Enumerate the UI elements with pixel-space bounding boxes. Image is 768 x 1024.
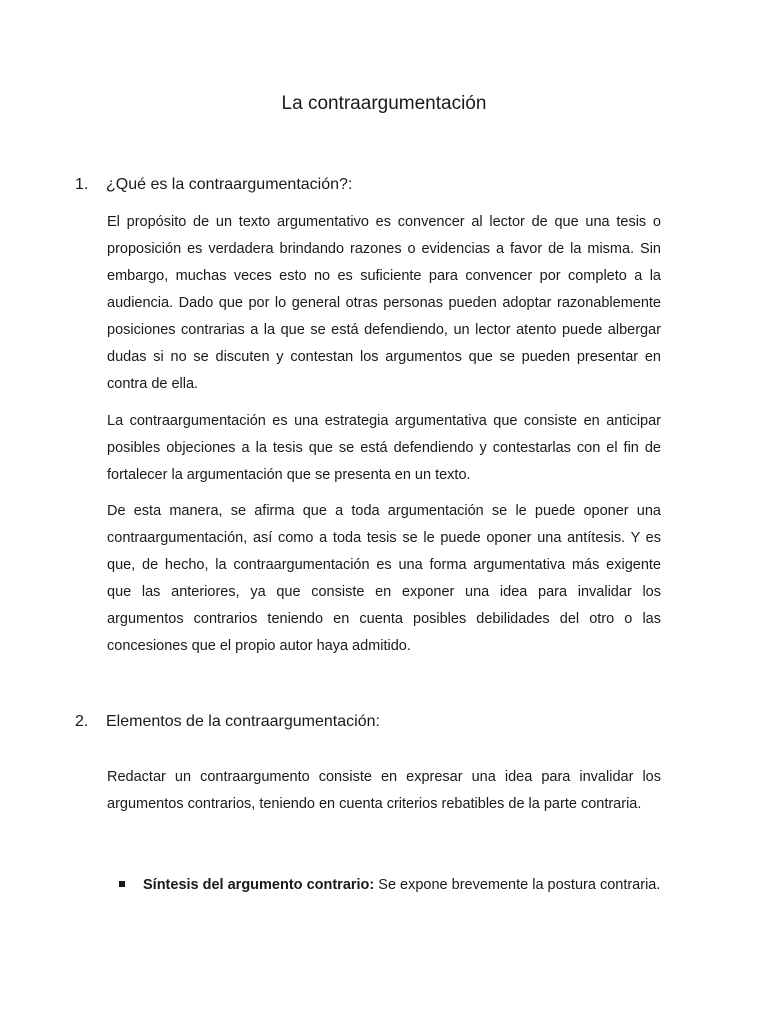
document-title: La contraargumentación (281, 93, 487, 114)
bullet-item (143, 872, 661, 899)
section-1-number: 1. (75, 176, 89, 193)
section-2-heading: Elementos de la contraargumentación: (106, 713, 380, 730)
section-1-heading: ¿Qué es la contraargumentación?: (106, 176, 353, 193)
bullet-square-icon (119, 881, 125, 887)
bullet-description: Se expone brevemente la postura contraria. (374, 877, 661, 893)
section-1-paragraph-1: El propósito de un texto argumentativo es convencer al lector de que una tesis o proposición es verdadera brindando razones o evidencias a favor de la misma. Sin embargo, muchas veces esto no es suficiente para convencer por completo a la audiencia. Dado que por lo general otras personas pueden adoptar razonablemente posiciones contrarias a la que se está defendiendo, un lector atento puede albergar dudas si no se discuten y contestan los argumentos que se pueden presentar en contra de ella. (107, 214, 661, 392)
section-2-number: 2. (75, 713, 89, 730)
section-1-paragraph-3: De esta manera, se afirma que a toda argumentación se le puede oponer una contraargumentación, así como a toda tesis se le puede oponer una antítesis. Y es que, de hecho, la contraargumentación es una forma argumentativa más exigente que las anteriores, ya que consiste en exponer una idea para invalidar los argumentos contrarios teniendo en cuenta posibles debilidades del otro o las concesiones que el propio autor haya admitido. (107, 503, 661, 654)
bullet-term: Síntesis del argumento contrario: (143, 877, 375, 893)
section-2-paragraph-1: Redactar un contraargumento consiste en expresar una idea para invalidar los argumentos contrarios, teniendo en cuenta criterios rebatibles de la parte contraria. (107, 769, 661, 812)
section-1-paragraph-2: La contraargumentación es una estrategia argumentativa que consiste en anticipar posibles objeciones a la tesis que se está defendiendo y contestarlas con el fin de fortalecer la argumentación que se presenta en un texto. (107, 413, 661, 483)
